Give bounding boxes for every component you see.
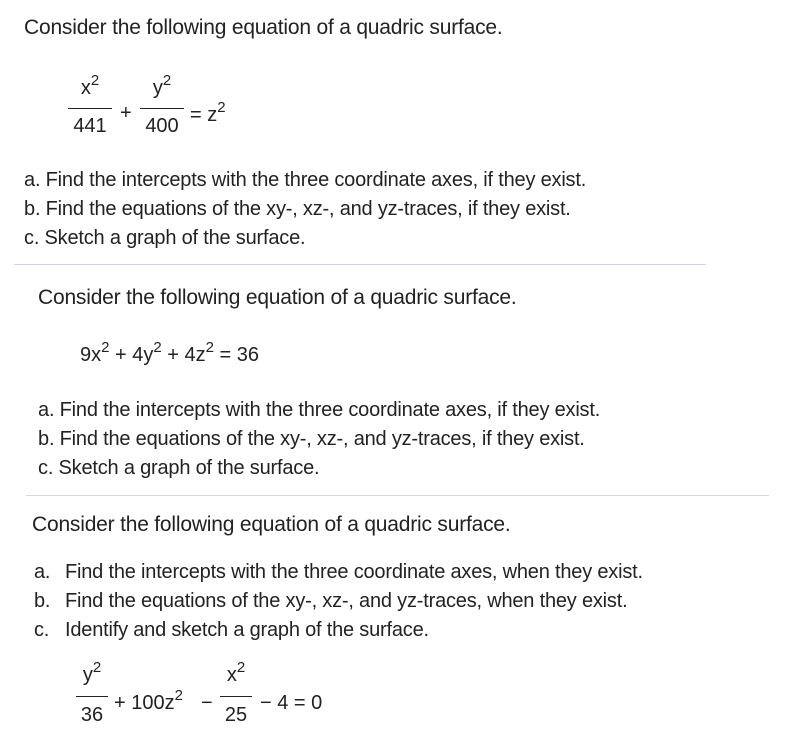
exponent: 2: [174, 687, 183, 704]
item-text: . Sketch a graph of the surface.: [47, 457, 320, 479]
list-item: [34, 616, 643, 645]
item-text: Find the intercepts with the three coordinate axes, when they exist.: [65, 561, 643, 583]
exponent: 2: [217, 99, 226, 116]
item-letter: a: [38, 399, 49, 421]
list-item: [24, 224, 586, 253]
problem-3-intro: Consider the following equation of a quadric surface.: [32, 513, 511, 536]
item-text: Find the equations of the xy-, xz-, and yz-traces, when they exist.: [65, 590, 628, 612]
denominator-400: 400: [145, 115, 179, 137]
term-minus-4-equals-0: − 4 = 0: [260, 692, 323, 714]
term-text: + 100z: [114, 692, 175, 714]
numerator-x: x: [226, 664, 237, 686]
item-letter: c: [24, 227, 34, 249]
denominator-25: 25: [224, 704, 248, 726]
item-text: . Find the intercepts with the three coordinate axes, if they exist.: [48, 399, 601, 421]
list-item: [38, 454, 600, 483]
equals-z2: [190, 99, 226, 127]
problem-2-parts: [38, 396, 600, 483]
list-item: [24, 195, 586, 224]
exponent: 2: [101, 339, 110, 356]
fraction-y2-over-400: [140, 72, 184, 141]
item-text: . Find the equations of the xy-, xz-, and yz-traces, if they exist.: [34, 198, 571, 220]
item-text: . Find the intercepts with the three coordinate axes, if they exist.: [34, 169, 587, 191]
exponent: 2: [162, 72, 172, 89]
list-item: [34, 587, 643, 616]
list-item: [34, 558, 643, 587]
plus-sign: +: [120, 102, 132, 124]
fraction-y2-over-36: [76, 660, 108, 732]
minus-sign: −: [201, 692, 213, 714]
item-letter: c.: [34, 619, 50, 641]
item-letter: a.: [34, 561, 51, 583]
item-letter: a: [24, 169, 35, 191]
divider: [26, 495, 769, 496]
fraction-bar: [220, 696, 252, 697]
list-item: [38, 425, 600, 454]
problem-2-intro: Consider the following equation of a quadric surface.: [38, 286, 517, 309]
exponent: 2: [205, 339, 214, 356]
term-4y: + 4y: [109, 344, 154, 366]
problem-1-parts: [24, 166, 586, 253]
rhs-text: = z: [190, 104, 218, 126]
exponent: 2: [153, 339, 162, 356]
term-equals-36: = 36: [214, 344, 260, 366]
numerator-x: x: [80, 77, 91, 99]
item-letter: b.: [34, 590, 51, 612]
item-text: . Sketch a graph of the surface.: [33, 227, 306, 249]
fraction-bar: [76, 696, 108, 697]
list-item: [24, 166, 586, 195]
denominator-441: 441: [73, 115, 107, 137]
fraction-bar: [68, 108, 112, 109]
term-9x: 9x: [80, 344, 102, 366]
item-letter: b: [38, 428, 49, 450]
denominator-36: 36: [80, 704, 104, 726]
numerator-y: y: [152, 77, 163, 99]
exponent: 2: [90, 72, 100, 89]
item-letter: b: [24, 198, 35, 220]
item-text: Identify and sketch a graph of the surface.: [65, 619, 429, 641]
numerator-y: y: [82, 664, 93, 686]
item-text: . Find the equations of the xy-, xz-, and yz-traces, if they exist.: [48, 428, 585, 450]
problem-3-parts: [34, 558, 643, 645]
exponent: 2: [92, 659, 102, 676]
fraction-bar: [140, 108, 184, 109]
fraction-x2-over-25: [220, 660, 252, 732]
fraction-x2-over-441: [68, 72, 112, 141]
term-4z: + 4z: [161, 344, 206, 366]
term-100z2: [114, 687, 183, 715]
problem-2-equation: [80, 339, 260, 367]
problem-1-intro: Consider the following equation of a quadric surface.: [24, 16, 503, 39]
item-letter: c: [38, 457, 48, 479]
exponent: 2: [236, 659, 246, 676]
divider: [14, 264, 706, 265]
list-item: [38, 396, 600, 425]
